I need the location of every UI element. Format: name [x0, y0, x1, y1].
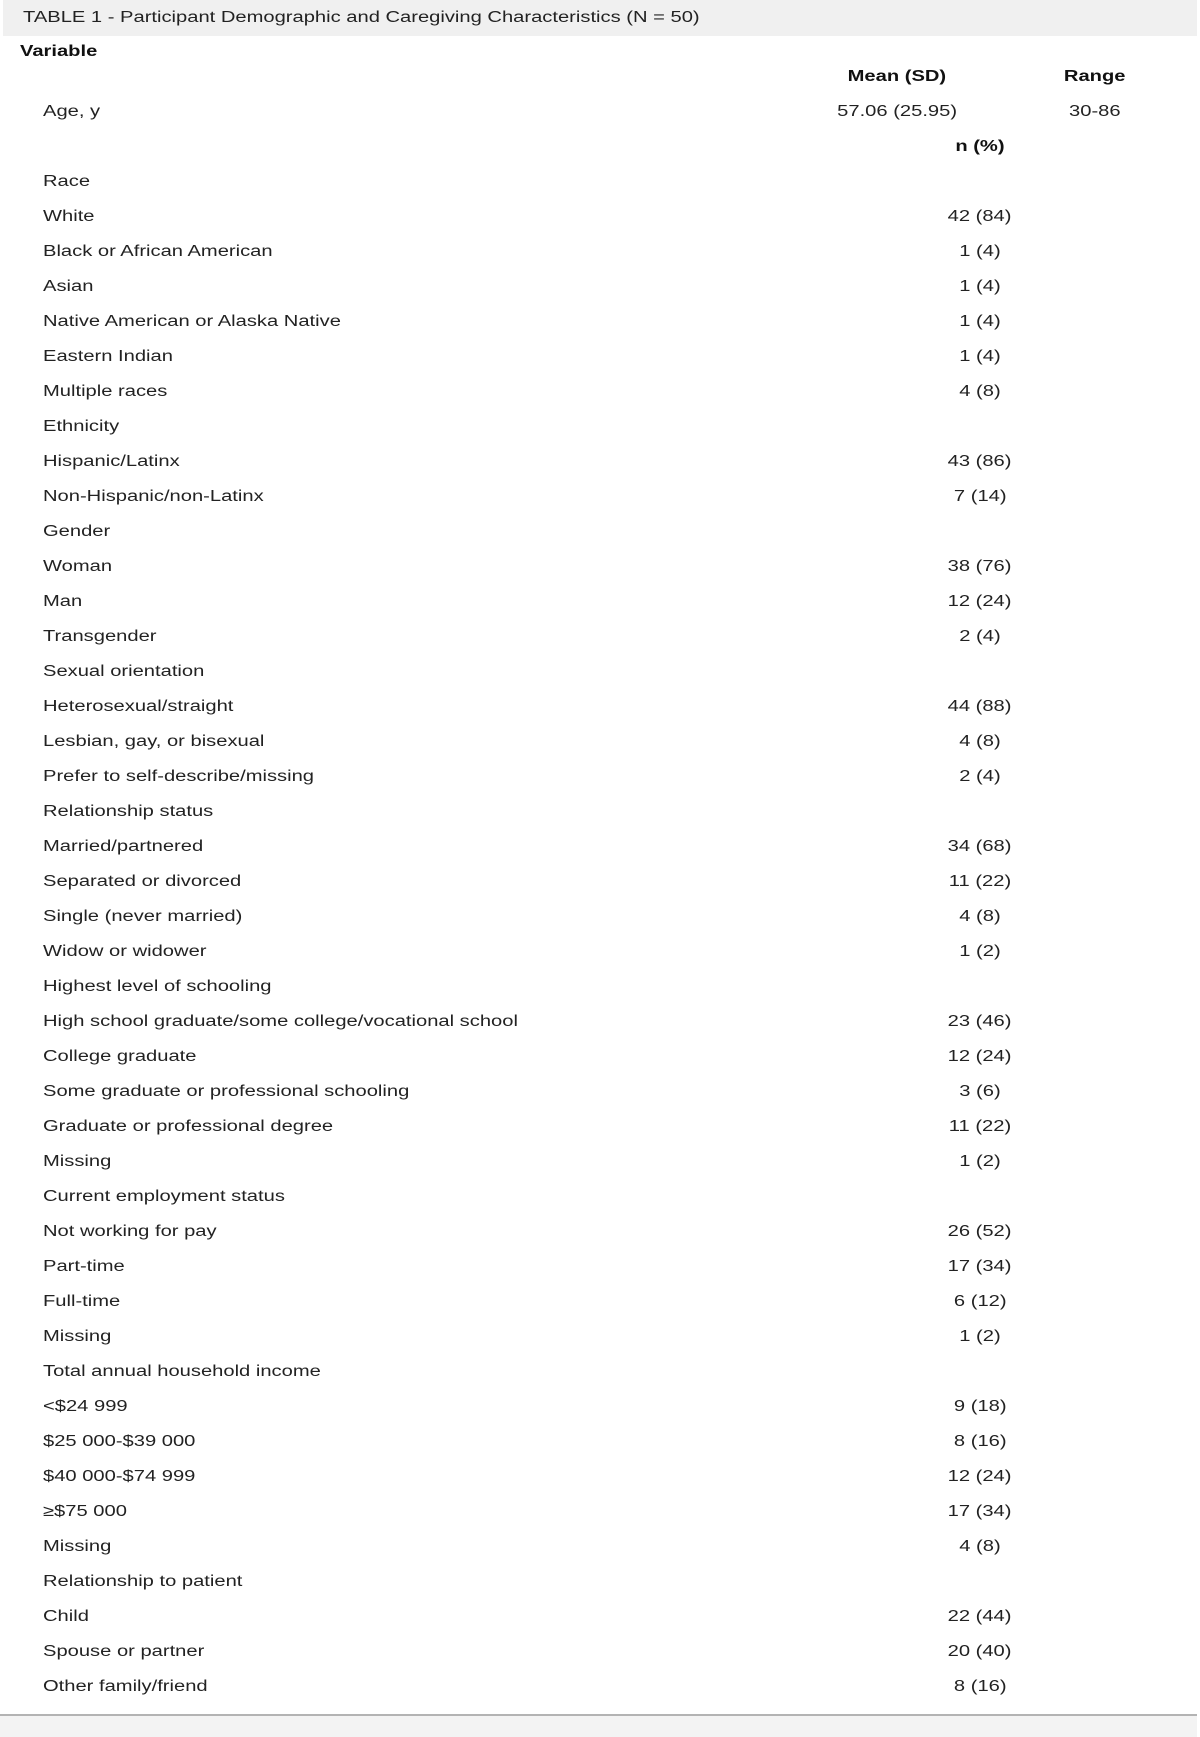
n-percent-value: [900, 1643, 1060, 1661]
table-row: [0, 873, 1200, 908]
table-row: [0, 1083, 1200, 1118]
table-row: [0, 1118, 1200, 1153]
row-label: $40 000-$74 999: [43, 1468, 196, 1485]
row-label: White: [43, 208, 95, 225]
category-label: Current employment status: [43, 1188, 285, 1205]
row-label: Lesbian, gay, or bisexual: [43, 733, 265, 750]
n-percent-value: [900, 1678, 1060, 1696]
n-percent-value: [900, 1153, 1060, 1171]
n-percent-text: 43 (86): [948, 453, 1012, 470]
n-percent-text: 1 (2): [959, 1328, 1001, 1345]
n-percent-value: [900, 978, 1060, 996]
n-percent-text: 12 (24): [948, 1468, 1012, 1485]
row-label: Eastern Indian: [43, 348, 173, 365]
row-label: Prefer to self-describe/missing: [43, 768, 315, 785]
n-percent-text: 42 (84): [948, 208, 1012, 225]
table-row: [0, 1013, 1200, 1048]
n-percent-value: [900, 488, 1060, 506]
row-label: Heterosexual/straight: [43, 698, 234, 715]
table-row: [0, 768, 1200, 803]
row-label: High school graduate/some college/vocational school: [43, 1013, 518, 1030]
table-footer-bar: [0, 1716, 1197, 1737]
n-percent-value: [900, 1503, 1060, 1521]
n-percent-text: 1 (2): [959, 943, 1001, 960]
n-percent-value: [900, 558, 1060, 576]
n-percent-value: [900, 173, 1060, 191]
table-row: [0, 1153, 1200, 1188]
row-label: College graduate: [43, 1048, 197, 1065]
n-percent-value: [900, 1223, 1060, 1241]
table-row: [0, 313, 1200, 348]
age-range-value: 30-86: [1069, 103, 1121, 120]
row-label: Black or African American: [43, 243, 273, 260]
row-label: Graduate or professional degree: [43, 1118, 334, 1135]
n-percent-value: [900, 1188, 1060, 1206]
n-percent-text: 22 (44): [948, 1608, 1012, 1625]
table-row: [0, 733, 1200, 768]
n-percent-value: [900, 523, 1060, 541]
n-percent-text: 38 (76): [948, 558, 1012, 575]
n-percent-text: 11 (22): [948, 1118, 1012, 1135]
n-percent-value: [900, 1363, 1060, 1381]
table-category-row: [0, 1363, 1200, 1398]
n-percent-value: [900, 663, 1060, 681]
table-row: [0, 383, 1200, 418]
table-row: [0, 1328, 1200, 1363]
table-category-row: [0, 663, 1200, 698]
n-percent-value: [900, 1608, 1060, 1626]
table-row: [0, 348, 1200, 383]
row-label: Hispanic/Latinx: [43, 453, 180, 470]
table-category-row: [0, 803, 1200, 838]
table-caption: TABLE 1 - Participant Demographic and Caregiving Characteristics (N = 50): [23, 9, 700, 26]
range-column-header: Range: [1064, 68, 1126, 85]
row-label: Not working for pay: [43, 1223, 217, 1240]
category-label: Ethnicity: [43, 418, 120, 435]
n-percent-value: [900, 453, 1060, 471]
n-percent-text: 1 (4): [959, 278, 1001, 295]
n-percent-value: [900, 768, 1060, 786]
table-row: [0, 1223, 1200, 1258]
row-label: Part-time: [43, 1258, 125, 1275]
n-percent-text: 1 (4): [959, 348, 1001, 365]
n-percent-value: [900, 1538, 1060, 1556]
row-label: Spouse or partner: [43, 1643, 205, 1660]
n-percent-value: [900, 1013, 1060, 1031]
n-percent-value: [900, 1118, 1060, 1136]
n-percent-text: 17 (34): [948, 1503, 1012, 1520]
row-label: Single (never married): [43, 908, 243, 925]
n-percent-text: 34 (68): [948, 838, 1012, 855]
age-mean-sd-value: 57.06 (25.95): [837, 103, 957, 120]
n-percent-value: [900, 1573, 1060, 1591]
table-row: [0, 208, 1200, 243]
table-category-row: [0, 1188, 1200, 1223]
age-row-label: Age, y: [43, 103, 101, 120]
table-row: [0, 1643, 1200, 1678]
n-percent-value: [900, 733, 1060, 751]
category-label: Sexual orientation: [43, 663, 205, 680]
n-percent-value: [900, 1258, 1060, 1276]
n-percent-text: 2 (4): [959, 628, 1001, 645]
table-row: [0, 1608, 1200, 1643]
row-label: Widow or widower: [43, 943, 207, 960]
n-percent-text: 23 (46): [948, 1013, 1012, 1030]
table-row: [0, 628, 1200, 663]
table-row: [0, 558, 1200, 593]
n-percent-value: [900, 943, 1060, 961]
n-percent-column-header: n (%): [955, 138, 1005, 155]
n-percent-text: 12 (24): [948, 1048, 1012, 1065]
table-row: [0, 1468, 1200, 1503]
n-percent-value: [900, 593, 1060, 611]
n-percent-text: 4 (8): [959, 908, 1001, 925]
n-percent-value: [900, 348, 1060, 366]
row-label: Married/partnered: [43, 838, 204, 855]
n-percent-text: 1 (4): [959, 313, 1001, 330]
n-percent-value: [900, 1468, 1060, 1486]
row-label: Transgender: [43, 628, 157, 645]
table-row: [0, 278, 1200, 313]
mean-sd-column-header: Mean (SD): [847, 68, 947, 85]
n-percent-value: [900, 1083, 1060, 1101]
row-label: Asian: [43, 278, 94, 295]
n-percent-text: 26 (52): [948, 1223, 1012, 1240]
n-percent-text: 20 (40): [948, 1643, 1012, 1660]
category-label: Gender: [43, 523, 111, 540]
n-percent-text: 9 (18): [953, 1398, 1007, 1415]
n-percent-text: 44 (88): [948, 698, 1012, 715]
n-percent-text: 1 (2): [959, 1153, 1001, 1170]
n-percent-value: [900, 628, 1060, 646]
variable-column-header: Variable: [20, 43, 98, 60]
n-percent-value: [900, 1398, 1060, 1416]
n-percent-value: [900, 803, 1060, 821]
n-percent-value: [900, 908, 1060, 926]
table-category-row: [0, 978, 1200, 1013]
n-percent-value: [900, 698, 1060, 716]
table-row: [0, 943, 1200, 978]
row-label: Some graduate or professional schooling: [43, 1083, 410, 1100]
table-category-row: [0, 523, 1200, 558]
table-row: [0, 453, 1200, 488]
table-category-row: [0, 173, 1200, 208]
n-percent-value: [900, 243, 1060, 261]
n-percent-value: [900, 1328, 1060, 1346]
row-label: Other family/friend: [43, 1678, 208, 1695]
table-row: [0, 1678, 1200, 1713]
category-label: Total annual household income: [43, 1363, 321, 1380]
n-percent-text: 4 (8): [959, 733, 1001, 750]
row-label: ≥$75 000: [43, 1503, 127, 1520]
table-row: [0, 1538, 1200, 1573]
n-percent-value: [900, 418, 1060, 436]
n-percent-value: [900, 873, 1060, 891]
row-label: <$24 999: [43, 1398, 128, 1415]
row-label: $25 000-$39 000: [43, 1433, 196, 1450]
table-row: [0, 593, 1200, 628]
row-label: Missing: [43, 1538, 112, 1555]
table-row: [0, 1398, 1200, 1433]
n-percent-value: [900, 1433, 1060, 1451]
table-body: [0, 173, 1200, 1713]
n-percent-text: 6 (12): [953, 1293, 1007, 1310]
row-label: Separated or divorced: [43, 873, 242, 890]
table-row: [0, 488, 1200, 523]
table-category-row: [0, 1573, 1200, 1608]
table-row: [0, 908, 1200, 943]
row-label: Missing: [43, 1328, 112, 1345]
n-percent-text: 3 (6): [959, 1083, 1001, 1100]
table-row: [0, 1503, 1200, 1538]
n-percent-value: [900, 383, 1060, 401]
table-row: [0, 698, 1200, 733]
n-percent-text: 8 (16): [953, 1433, 1007, 1450]
row-label: Child: [43, 1608, 89, 1625]
n-percent-value: [900, 208, 1060, 226]
n-percent-text: 8 (16): [953, 1678, 1007, 1695]
n-percent-text: 4 (8): [959, 1538, 1001, 1555]
n-percent-value: [900, 1048, 1060, 1066]
table-row: [0, 1293, 1200, 1328]
n-percent-value: [900, 1293, 1060, 1311]
n-percent-text: 12 (24): [948, 593, 1012, 610]
row-label: Full-time: [43, 1293, 121, 1310]
n-percent-text: 7 (14): [953, 488, 1007, 505]
n-percent-text: 4 (8): [959, 383, 1001, 400]
table-row: [0, 1048, 1200, 1083]
n-percent-text: 17 (34): [948, 1258, 1012, 1275]
category-label: Relationship status: [43, 803, 214, 820]
category-label: Highest level of schooling: [43, 978, 272, 995]
n-percent-text: 2 (4): [959, 768, 1001, 785]
table-category-row: [0, 418, 1200, 453]
table-row: [0, 838, 1200, 873]
table-row: [0, 243, 1200, 278]
table-row: [0, 1258, 1200, 1293]
category-label: Race: [43, 173, 91, 190]
row-label: Man: [43, 593, 83, 610]
row-label: Missing: [43, 1153, 112, 1170]
n-percent-value: [900, 838, 1060, 856]
n-percent-text: 11 (22): [948, 873, 1012, 890]
category-label: Relationship to patient: [43, 1573, 243, 1590]
row-label: Non-Hispanic/non-Latinx: [43, 488, 264, 505]
table-row: [0, 1433, 1200, 1468]
row-label: Woman: [43, 558, 113, 575]
n-percent-text: 1 (4): [959, 243, 1001, 260]
n-percent-value: [900, 278, 1060, 296]
row-label: Native American or Alaska Native: [43, 313, 341, 330]
n-percent-value: [900, 313, 1060, 331]
row-label: Multiple races: [43, 383, 168, 400]
